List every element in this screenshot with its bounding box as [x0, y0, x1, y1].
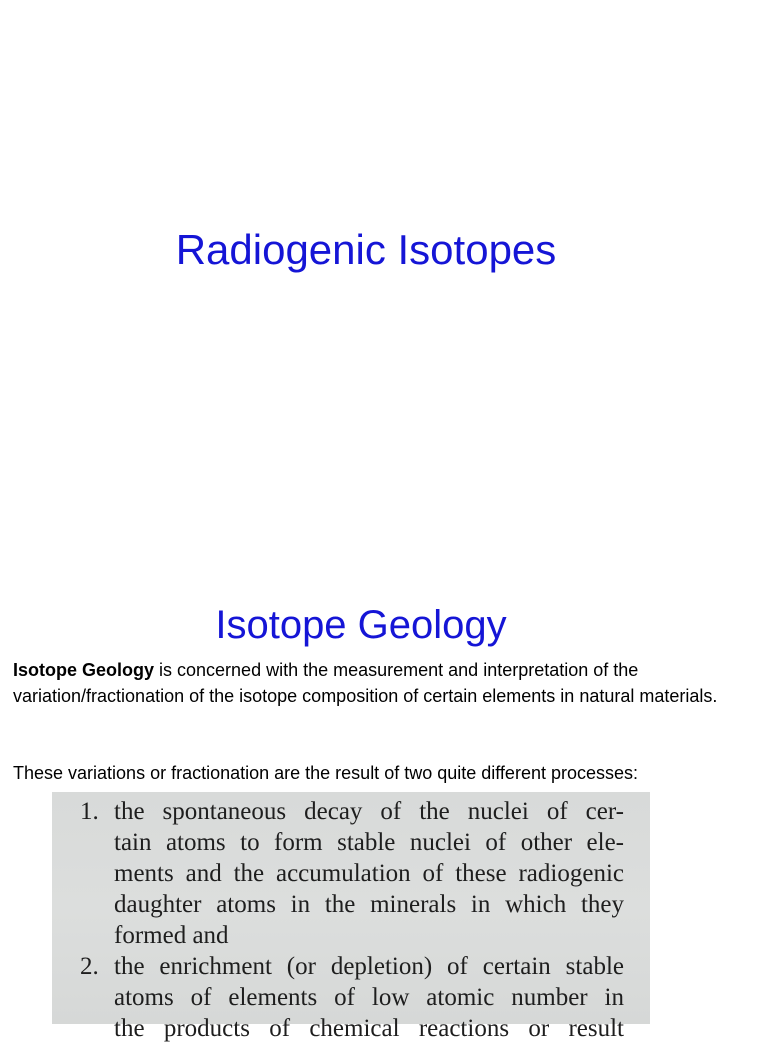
slide-title-isotope-geology: Isotope Geology — [215, 603, 507, 647]
intro-paragraph — [13, 657, 761, 709]
process-item-number: 2. — [80, 953, 99, 980]
process-item-number: 1. — [80, 798, 99, 825]
process-item-line: daughter atoms in the minerals in which they — [114, 891, 624, 918]
process-item-line: the spontaneous decay of the nuclei of cer- — [114, 798, 624, 825]
process-item-line: the enrichment (or depletion) of certain stable — [114, 953, 624, 980]
intro-term: Isotope Geology — [13, 660, 155, 680]
processes-lead-sentence: These variations or fractionation are the result of two quite different processes: — [13, 763, 638, 783]
process-item-line: the products of chemical reactions or result — [114, 1015, 624, 1042]
process-item-line: atoms of elements of low atomic number in — [114, 984, 624, 1011]
scanned-process-list — [80, 796, 624, 1044]
scanned-book-excerpt — [52, 792, 650, 1042]
process-item-line: ments and the accumulation of these radiogenic — [114, 860, 624, 887]
process-item-1 — [80, 796, 624, 951]
intro-definition: is concerned with the measurement and interpretation of the variation/fractionation of the isotope composition of certain elements in natural materials. — [13, 660, 718, 706]
process-item-line: formed and — [114, 922, 229, 949]
process-item-2 — [80, 951, 624, 1044]
slide-title-radiogenic-isotopes: Radiogenic Isotopes — [175, 226, 557, 273]
process-item-line: tain atoms to form stable nuclei of other ele- — [114, 829, 624, 856]
